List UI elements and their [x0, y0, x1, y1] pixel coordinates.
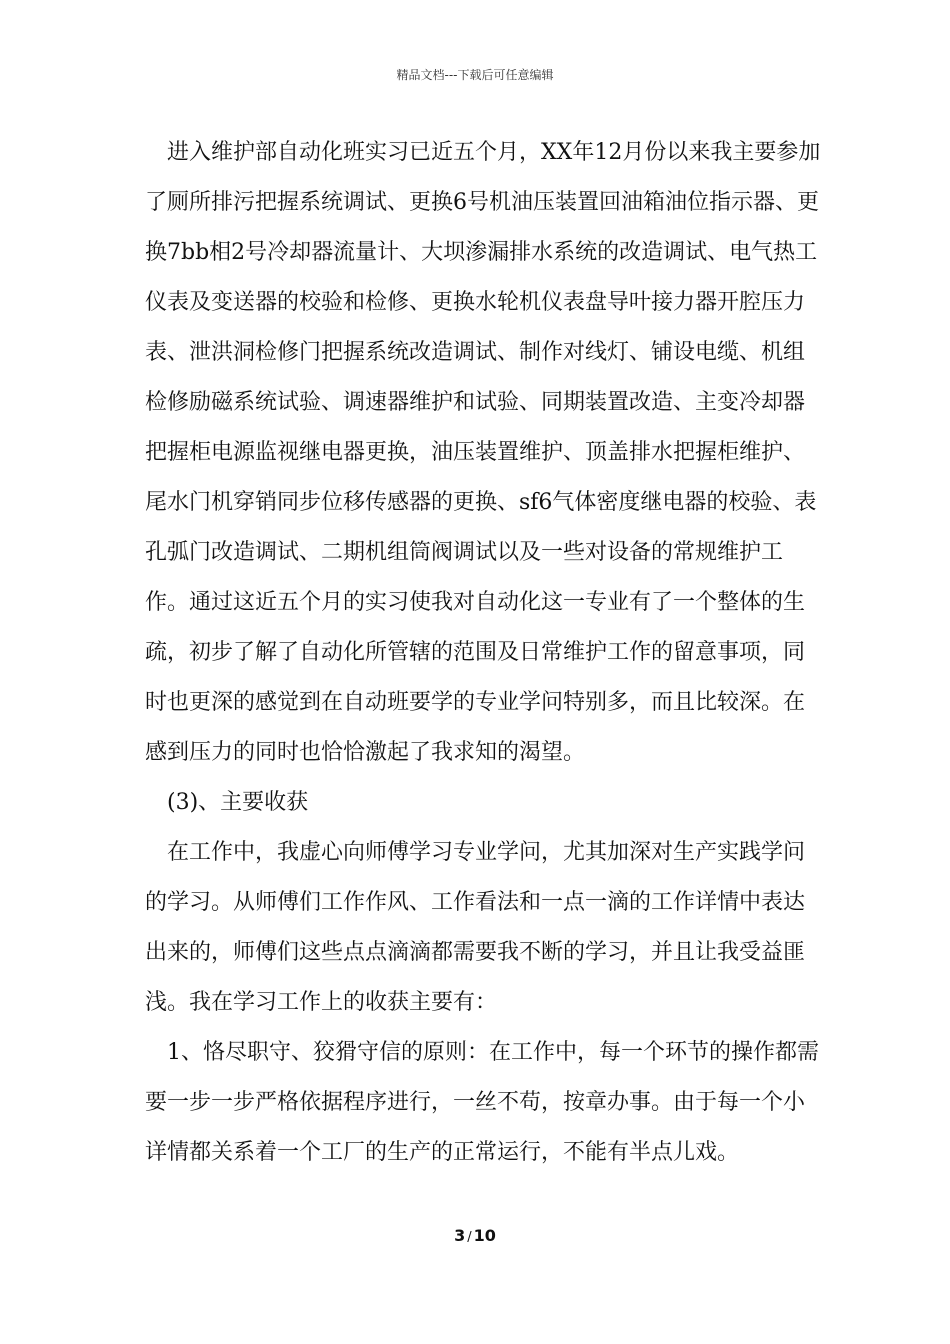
- page-number: [0, 1226, 950, 1245]
- page-header: 精品文档---下载后可任意编辑: [396, 68, 554, 82]
- paragraph-principle-1: 1、恪尽职守、狡猾守信的原则：在工作中，每一个环节的操作都需要一步一步严格依据程序进行，一丝不苟，按章办事。由于每一个小详情都关系着一个工厂的生产的正常运行，不能有半点儿戏。: [145, 1040, 819, 1165]
- page-separator: /: [467, 1230, 472, 1245]
- paragraph-internship-summary: 进入维护部自动化班实习已近五个月，XX年12月份以来我主要参加了厕所排污把握系统调试、更换6号机油压装置回油箱油位指示器、更换7bb相2号冷却器流量计、大坝渗漏排水系统的改造调试、电气热工仪表及变送器的校验和检修、更换水轮机仪表盘导叶接力器开腔压力表、泄洪洞检修门把握系统改造调试、制作对线灯、铺设电缆、机组检修励磁系统试验、调速器维护和试验、同期装置改造、主变冷却器把握柜电源监视继电器更换，油压装置维护、顶盖排水把握柜维护、尾水门机穿销同步位移传感器的更换、sf6气体密度继电器的校验、表孔弧门改造调试、二期机组筒阀调试以及一些对设备的常规维护工作。通过这近五个月的实习使我对自动化这一专业有了一个整体的生疏，初步了解了自动化所管辖的范围及日常维护工作的留意事项，同时也更深的感觉到在自动班要学的专业学问特别多，而且比较深。在感到压力的同时也恰恰激起了我求知的渴望。: [145, 140, 821, 765]
- total-pages: 10: [473, 1226, 496, 1245]
- document-body: [145, 128, 825, 1178]
- section-heading-main-gains: (3)、主要收获: [167, 790, 309, 815]
- paragraph-learning: 在工作中，我虚心向师傅学习专业学问，尤其加深对生产实践学问的学习。从师傅们工作作风、工作看法和一点一滴的工作详情中表达出来的，师傅们这些点点滴滴都需要我不断的学习，并且让我受益匪浅。我在学习工作上的收获主要有：: [145, 840, 806, 1015]
- current-page: 3: [454, 1226, 466, 1245]
